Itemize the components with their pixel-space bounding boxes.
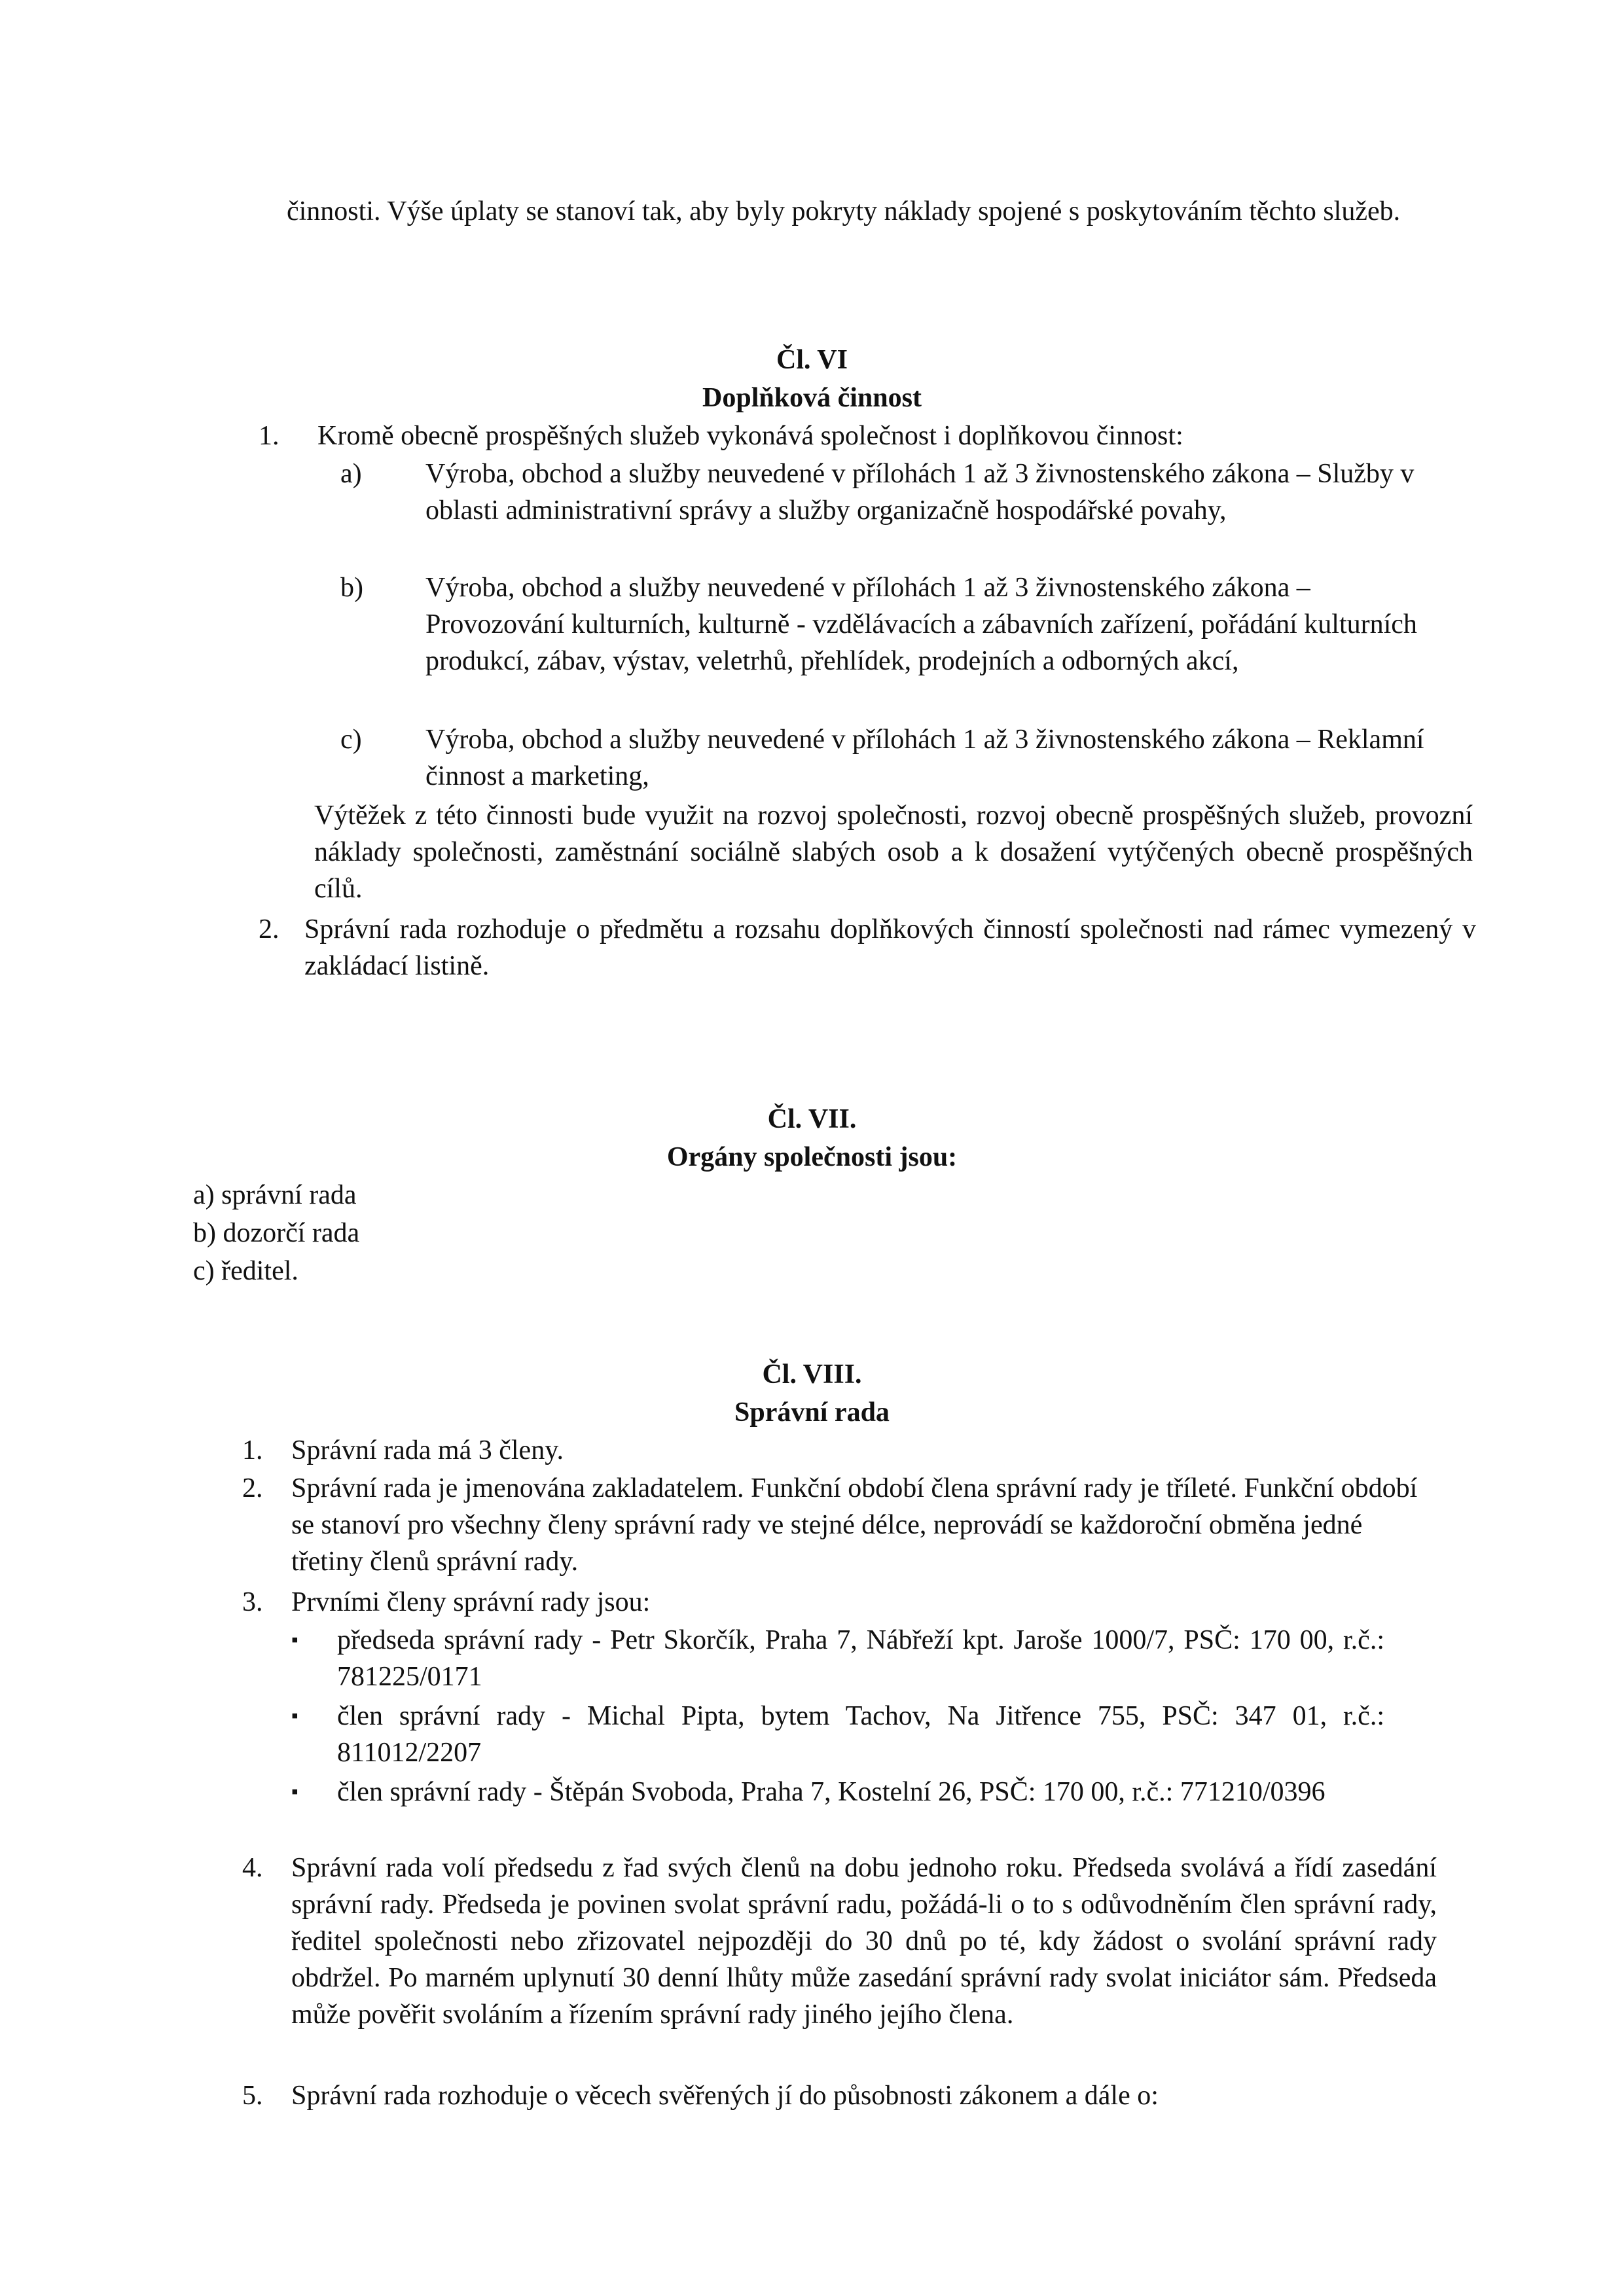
paragraph-number: 4. [242, 1853, 263, 1883]
paragraph-text: Správní rada volí předsedu z řad svých členů na dobu jednoho roku. Předseda svolává a řídí zasedání správní rady. Předseda je povinen svolat správní radu, požádá-li o to s odůvodněním člen správní rady, ředitel společnosti nebo zřizovatel nejpozději do 30 dnů po té, kdy žádost o svolání správní rady obdržel. Po marném uplynutí 30 denní lhůty může zasedání správní rady svolat iniciátor sám. Předseda může pověřit svoláním a řízením správní rady jiného jejího člena. [291, 1853, 1437, 2030]
paragraph-text: Správní rada má 3 členy. [291, 1435, 564, 1465]
member-text: člen správní rady - Štěpán Svoboda, Praha 7, Kostelní 26, PSČ: 170 00, r.č.: 771210/0396 [337, 1777, 1326, 1807]
paragraph-number: 1. [242, 1435, 263, 1465]
paragraph-text: Kromě obecně prospěšných služeb vykonává společnost i doplňkovou činnost: [317, 421, 1183, 451]
organ-item: b) dozorčí rada [193, 1218, 360, 1248]
paragraph-text: Správní rada rozhoduje o předmětu a rozsahu doplňkových činností společnosti nad rámec vymezený v zakládací listině. [304, 914, 1476, 981]
paragraph-number: 2. [242, 1473, 263, 1503]
bullet-icon: ▪ [291, 1629, 298, 1651]
article-6-title: Doplňková činnost [702, 383, 922, 413]
paragraph-number: 5. [242, 2081, 263, 2111]
paragraph-number: 3. [242, 1587, 263, 1617]
paragraph-number: 1. [259, 421, 280, 451]
member-text: člen správní rady - Michal Pipta, bytem Tachov, Na Jitřence 755, PSČ: 347 01, r.č.: 811012/2207 [337, 1701, 1384, 1768]
organ-item: c) ředitel. [193, 1256, 298, 1286]
item-text: Výroba, obchod a služby neuvedené v přílohách 1 až 3 živnostenského zákona – Provozování kulturních, kulturně - vzdělávacích a zábavních zařízení, pořádání kulturních produkcí, zábav, výstav, veletrhů, přehlídek, prodejních a odborných akcí, [425, 573, 1417, 676]
paragraph-number: 2. [259, 914, 280, 944]
item-label: b) [340, 573, 363, 603]
item-label: a) [340, 459, 362, 489]
paragraph-text: Prvními členy správní rady jsou: [291, 1587, 651, 1617]
bullet-icon: ▪ [291, 1705, 298, 1727]
item-label: c) [340, 725, 362, 755]
article-8-title: Správní rada [734, 1397, 890, 1427]
paragraph-text: Správní rada rozhoduje o věcech svěřených jí do působnosti zákonem a dále o: [291, 2081, 1159, 2111]
paragraph-text: Správní rada je jmenována zakladatelem. Funkční období člena správní rady je tříleté. Funkční období se stanoví pro všechny členy správní rady ve stejné délce, neprovádí se každoroční obměna jedné třetiny členů správní rady. [291, 1473, 1418, 1577]
organ-item: a) správní rada [193, 1180, 357, 1210]
item-text: Výroba, obchod a služby neuvedené v přílohách 1 až 3 živnostenského zákona – Reklamní činnost a marketing, [425, 725, 1424, 791]
article-8-number: Čl. VIII. [762, 1359, 862, 1390]
article-6-number: Čl. VI [776, 345, 848, 375]
member-text: předseda správní rady - Petr Skorčík, Praha 7, Nábřeží kpt. Jaroše 1000/7, PSČ: 170 00, r.č.: 781225/0171 [337, 1625, 1384, 1692]
intro-paragraph: činnosti. Výše úplaty se stanoví tak, aby byly pokryty náklady spojené s poskytováním těchto služeb. [287, 196, 1401, 226]
proceeds-paragraph: Výtěžek z této činnosti bude využit na rozvoj společnosti, rozvoj obecně prospěšných služeb, provozní náklady společnosti, zaměstnání sociálně slabých osob a k dosažení vytýčených obecně prospěšných cílů. [314, 800, 1473, 904]
bullet-icon: ▪ [291, 1781, 298, 1803]
article-7-title: Orgány společnosti jsou: [666, 1142, 958, 1172]
article-7-number: Čl. VII. [767, 1104, 857, 1134]
item-text: Výroba, obchod a služby neuvedené v přílohách 1 až 3 živnostenského zákona – Služby v oblasti administrativní správy a služby organizačně hospodářské povahy, [425, 459, 1415, 526]
